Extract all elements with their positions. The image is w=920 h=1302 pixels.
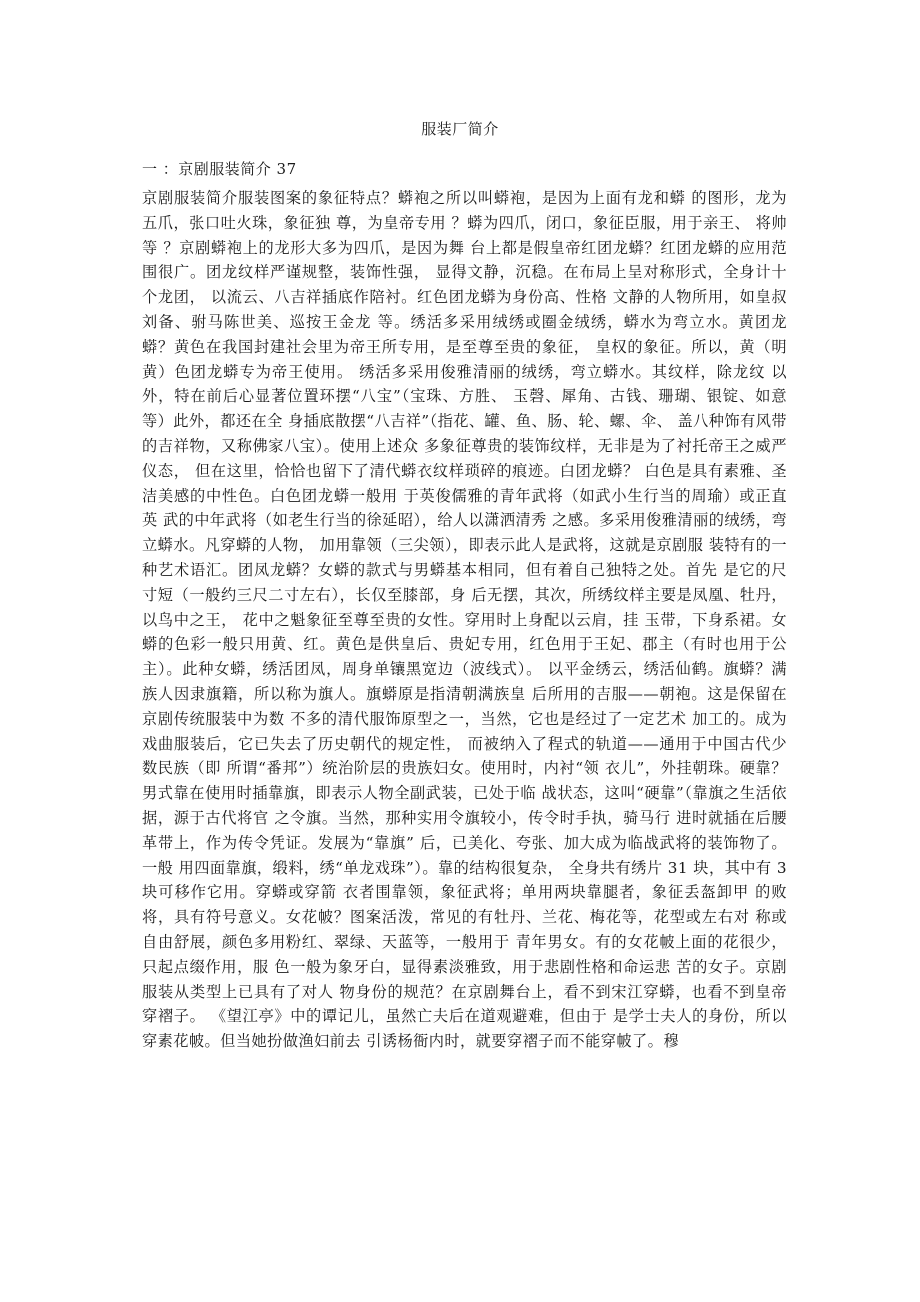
- document-title: 服装厂简介: [421, 120, 499, 138]
- section-heading: 一 ：京剧服装简介 37: [142, 160, 297, 178]
- body-paragraph: 京剧服装简介服装图案的象征特点？蟒袍之所以叫蟒袍，是因为上面有龙和蟒 的图形，龙为五爪，张口吐火珠，象征独 尊，为皇帝专用 ？蟒为四爪，闭口，象征臣服，用于亲王、 将帅等 ？京剧蟒袍上的龙形大多为四爪，是因为舞 台上都是假皇帝红团龙蟒？红团龙蟒的应用范围很广。团龙纹样严谨规整，装饰性强， 显得文静，沉稳。在布局上呈对称形式，全身计十个龙团， 以流云、八吉祥插底作陪衬。红色团龙蟒为身份高、性格 文静的人物所用，如皇叔刘备、驸马陈世美、巡按王金龙 等。绣活多采用绒绣或圈金绒绣，蟒水为弯立水。黄团龙蟒？黄色在我国封建社会里为帝王所专用，是至尊至贵的象征， 皇权的象征。所以，黄（明黄）色团龙蟒专为帝王使用。 绣活多采用俊雅清丽的绒绣，弯立蟒水。其纹样，除龙纹 以外，特在前后心显著位置环摆“八宝”（宝珠、方胜、 玉磬、犀角、古钱、珊瑚、银锭、如意等）此外，都还在全 身插底散摆“八吉祥”（指花、罐、鱼、肠、轮、螺、伞、 盖八种饰有风带的吉祥物，又称佛家八宝）。使用上述众 多象征尊贵的装饰纹样，无非是为了衬托帝王之威严仪态， 但在这里，恰恰也留下了清代蟒衣纹样琐碎的痕迹。白团龙蟒？ 白色是具有素雅、圣洁美感的中性色。白色团龙蟒一般用 于英俊儒雅的青年武将（如武小生行当的周瑜）或正直英 武的中年武将（如老生行当的徐延昭），给人以潇洒清秀 之感。多采用俊雅清丽的绒绣，弯立蟒水。凡穿蟒的人物， 加用靠领（三尖领），即表示此人是武将，这就是京剧服 装特有的一种艺术语汇。团凤龙蟒？女蟒的款式与男蟒基本相同，但有着自己独特之处。首先 是它的尺寸短（一般约三尺二寸左右），长仅至膝部，身 后无摆，其次，所绣纹样主要是凤凰、牡丹，以鸟中之王， 花中之魁象征至尊至贵的女性。穿用时上身配以云肩，挂 玉带，下身系裙。女蟒的色彩一般只用黄、红。黄色是供皇后、贵妃专用，红色用于王妃、郡主（有时也用于公 主）。此种女蟒，绣活团凤，周身单镶黑宽边（波线式）。 以平金绣云，绣活仙鹤。旗蟒？满族人因隶旗籍，所以称为旗人。旗蟒原是指清朝满族皇 后所用的吉服——朝袍。这是保留在京剧传统服装中为数 不多的清代服饰原型之一，当然，它也是经过了一定艺术 加工的。成为戏曲服装后，它已失去了历史朝代的规定性， 而被纳入了程式的轨道——通用于中国古代少数民族（即 所谓“番邦”）统治阶层的贵族妇女。使用时，内衬“领 衣儿”，外挂朝珠。硬靠？男式靠在使用时插靠旗，即表示人物全副武装，已处于临 战状态，这叫“硬靠”（靠旗之生活依据，源于古代将官 之令旗。当然，那种实用令旗较小，传令时手执，骑马行 进时就插在后腰革带上，作为传令凭证。发展为“靠旗” 后，已美化、夸张、加大成为临战武将的装饰物了。一般 用四面靠旗，缎料，绣“单龙戏珠”）。靠的结构很复杂， 全身共有绣片 31 块，其中有 3 块可移作它用。穿蟒或穿箭 衣者围靠领，象征武将；单用两块靠腿者，象征丢盔卸甲 的败将，具有符号意义。女花帔？图案活泼，常见的有牡丹、兰花、梅花等，花型或左右对 称或自由舒展，颜色多用粉红、翠绿、天蓝等，一般用于 青年男女。有的女花帔上面的花很少，只起点缀作用，服 色一般为象牙白，显得素淡雅致，用于悲剧性格和命运悲 苦的女子。京剧服装从类型上已具有了对人 物身份的规范？在京剧舞台上，看不到宋江穿蟒，也看不到皇帝穿褶子。 《望江亭》中的谭记儿，虽然亡夫后在道观避难，但由于 是学士夫人的身份，所以穿素花帔。但当她扮做渔妇前去 引诱杨衙内时，就要穿褶子而不能穿帔了。穆: [142, 189, 787, 1051]
